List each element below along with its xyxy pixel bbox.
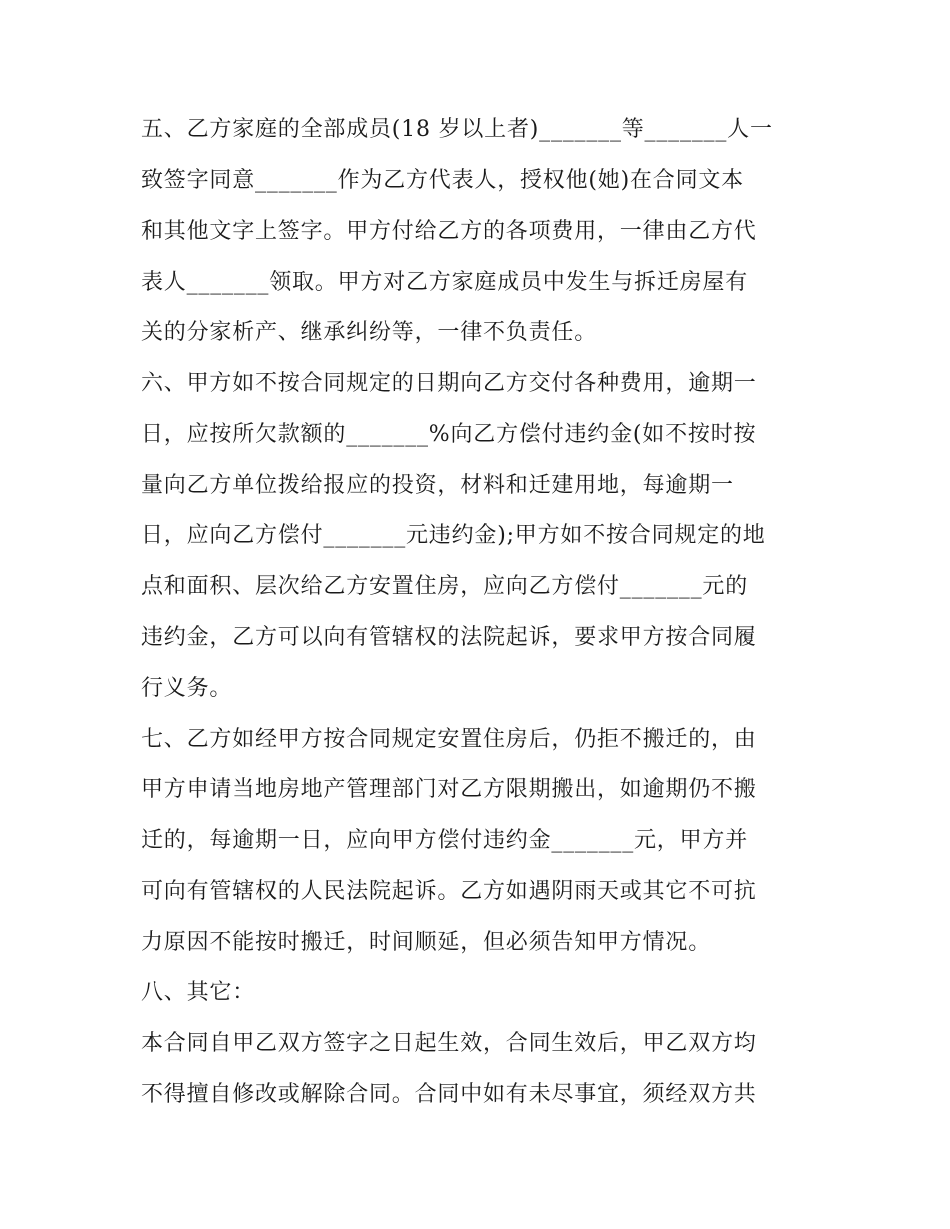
text-line: 迁的，每逾期一日，应向甲方偿付违约金_______元，甲方并 — [141, 828, 749, 853]
text-line: 六、甲方如不按合同规定的日期向乙方交付各种费用，逾期一 — [141, 371, 757, 396]
text-line: 违约金，乙方可以向有管辖权的法院起诉，要求甲方按合同履 — [141, 625, 757, 650]
text-line: 日，应按所欠款额的_______%向乙方偿付违约金(如不按时按 — [141, 422, 757, 447]
text-line: 可向有管辖权的人民法院起诉。乙方如遇阴雨天或其它不可抗 — [141, 879, 757, 904]
text-line: 量向乙方单位拨给报应的投资，材料和迁建用地，每逾期一 — [141, 473, 734, 498]
text-line: 和其他文字上签字。甲方付给乙方的各项费用，一律由乙方代 — [141, 219, 757, 244]
text-line: 行义务。 — [141, 676, 233, 701]
text-line: 关的分家析产、继承纠纷等，一律不负责任。 — [141, 320, 598, 345]
text-line: 本合同自甲乙双方签字之日起生效，合同生效后，甲乙双方均 — [141, 1031, 757, 1056]
text-line: 八、其它： — [141, 980, 256, 1005]
text-line: 日，应向乙方偿付_______元违约金);甲方如不按合同规定的地 — [141, 523, 766, 548]
text-line: 点和面积、层次给乙方安置住房，应向乙方偿付_______元的 — [141, 574, 749, 599]
text-line: 甲方申请当地房地产管理部门对乙方限期搬出，如逾期仍不搬 — [141, 777, 757, 802]
text-line: 不得擅自修改或解除合同。合同中如有未尽事宜，须经双方共 — [141, 1082, 757, 1107]
text-line: 七、乙方如经甲方按合同规定安置住房后，仍拒不搬迁的，由 — [141, 727, 757, 752]
text-line: 致签字同意_______作为乙方代表人，授权他(她)在合同文本 — [141, 168, 744, 193]
text-line: 五、乙方家庭的全部成员(18 岁以上者)_______等_______人一 — [141, 117, 773, 142]
text-line: 力原因不能按时搬迁，时间顺延，但必须告知甲方情况。 — [141, 930, 712, 955]
text-line: 表人_______领取。甲方对乙方家庭成员中发生与拆迁房屋有 — [141, 270, 749, 295]
